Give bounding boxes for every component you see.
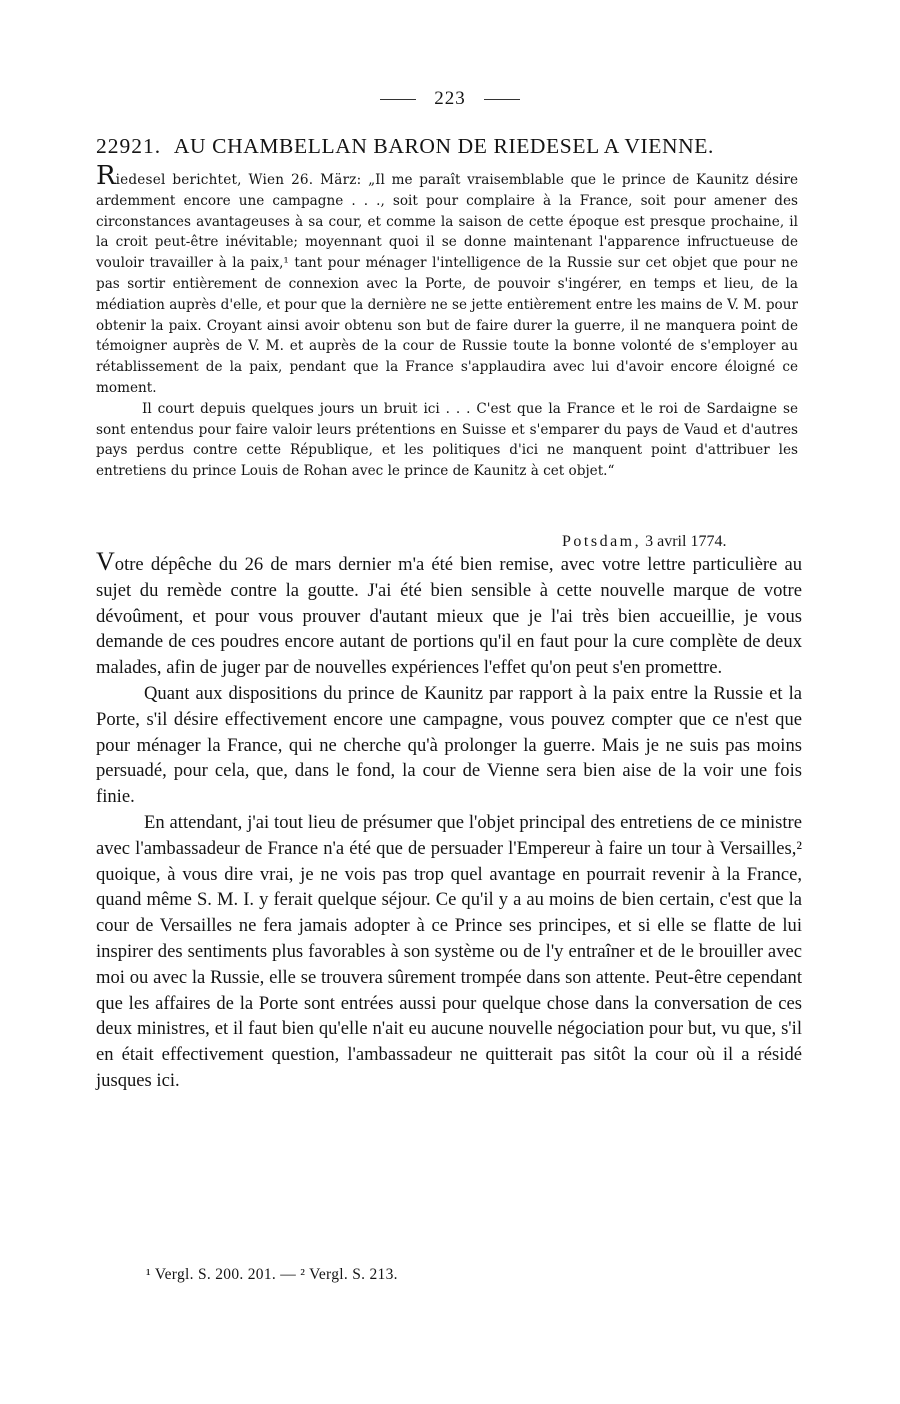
document-number: 22921. <box>96 134 162 158</box>
letter-paragraph: En attendant, j'ai tout lieu de présumer que l'objet principal des entretiens de ce ministre avec l'ambassadeur de France n'a été que de persuader l'Empereur à faire un tour à Versailles,² quoique, à vous dire vrai, je ne vois pas trop quel avantage en pourrait revenir à la France, quand même S. M. I. y ferait quelque séjour. Ce qu'il y a au moins de bien certain, c'est que la cour de Versailles ne fera jamais adopter à ce Prince ses principes, et si elle se flatte de lui inspirer des sentiments plus favorables à son système ou de l'y entraîner et de le brouiller avec moi ou avec la Russie, elle se trouvera sûrement trompée dans son attente. Peut-être cependant que les affaires de la Porte sont entrées aussi pour quelque chose dans la conversation de ces deux ministres, et il faut bien qu'elle n'ait eu aucune nouvelle négociation pour but, vu que, s'il en était effectivement question, l'ambassadeur ne quitterait pas sitôt la cour où il a résidé jusques ici. <box>96 811 802 1091</box>
summary-paragraph: Il court depuis quelques jours un bruit ici . . . C'est que la France et le roi de Sardaigne se sont entendus pour faire valoir leurs prétentions en Suisse et s'emparer du pays de Vaud et d'autres pays perdus contre cette République, et les politiques d'ici ne manquent point d'attribuer les entretiens du prince Louis de Rohan avec le prince de Kaunitz à cet objet.“ <box>96 400 798 480</box>
page-number: 223 <box>434 88 466 109</box>
dateline-place: Potsdam, <box>562 533 642 550</box>
summary-source: iedesel berichtet, Wien 26. März: <box>115 172 362 188</box>
page-number-rule-right <box>484 99 520 100</box>
footnotes: ¹ Vergl. S. 200. 201. — ² Vergl. S. 213. <box>146 1266 398 1283</box>
letter-paragraph: Quant aux dispositions du prince de Kaunitz par rapport à la paix entre la Russie et la Porte, s'il désire effectivement encore une campagne, vous pouvez compter que ce n'est que pour ménager la France, qui ne cherche qu'à prolonger la guerre. Mais je ne suis pas moins persuadé, pour cela, que, dans le fond, la cour de Vienne sera bien aise de la voir une fois finie. <box>96 682 802 808</box>
letter-body <box>96 547 802 1094</box>
dateline <box>562 533 822 551</box>
document-title: AU CHAMBELLAN BARON DE RIEDESEL A VIENNE. <box>173 134 714 158</box>
letter-first-text: otre dépêche du 26 de mars dernier m'a été bien remise, avec votre lettre particulière au sujet du remède contre la goutte. J'ai été bien sensible à cette nouvelle marque de votre dévoûment, et pour vous prouver d'autant mieux que je l'ai très bien accueillie, je vous demande de ces poudres encore autant de portions qu'il en faut pour la cure complète de deux malades, afin de juger par de nouvelles expériences l'effet qu'on peut s'en promettre. <box>96 554 802 679</box>
summary-dropcap: R <box>96 161 116 191</box>
summary-paragraph <box>96 161 798 399</box>
report-summary <box>96 161 798 482</box>
letter-dropcap: V <box>96 547 115 576</box>
page-number-rule-left <box>380 99 416 100</box>
letter-paragraph <box>96 547 802 681</box>
page-number-line <box>0 88 900 110</box>
summary-text: „Il me paraît vraisemblable que le prince de Kaunitz désire ardemment encore une campagne . . ., soit pour complaire à la France, soit pour amener des circonstances avantageuses à sa cour, et comme la saison de cette époque est presque prochaine, il la croit peut-être inévitable; moyennant quoi il se donne maintenant l'apparence infructueuse de vouloir travailler à la paix,¹ tant pour ménager l'intelligence de la Russie sur cet objet que pour ne pas sortir entièrement de connexion avec la Porte, de pouvoir s'ingérer, en temps et lieu, de la médiation auprès d'elle, et pour que la dernière ne se jette entièrement entre les mains de V. M. pour obtenir la paix. Croyant ainsi avoir obtenu son but de faire durer la guerre, il ne manquera point de témoigner auprès de V. M. et auprès de la cour de Russie toute la bonne volonté de s'employer au rétablissement de la paix, pendant que la France s'applaudira avec lui d'avoir encore éloigné ce moment. <box>96 172 798 396</box>
document-header <box>96 134 806 159</box>
dateline-date: 3 avril 1774. <box>645 533 727 550</box>
